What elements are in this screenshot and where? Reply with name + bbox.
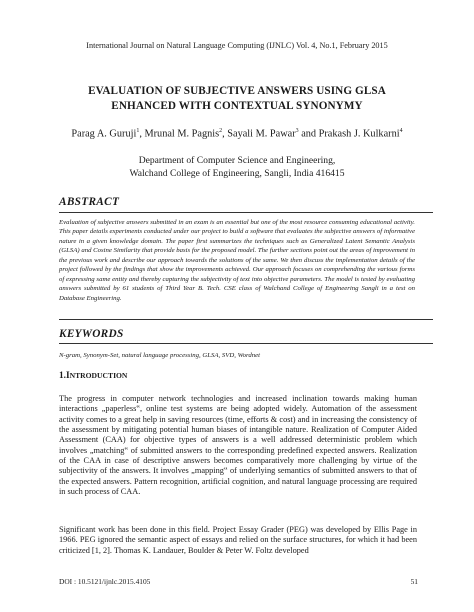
abstract-top-rule xyxy=(59,212,433,213)
abstract-bottom-rule xyxy=(59,319,433,320)
author-separator: and xyxy=(298,128,319,140)
footer-doi: DOI : 10.5121/ijnlc.2015.4105 xyxy=(59,577,151,586)
author-separator: , xyxy=(222,128,228,140)
title-line-1: EVALUATION OF SUBJECTIVE ANSWERS USING GLSA xyxy=(88,85,386,97)
author-list xyxy=(20,128,454,139)
page-number: 51 xyxy=(410,577,418,586)
introduction-heading xyxy=(59,371,127,381)
section-title-rest: NTRODUCTION xyxy=(69,371,128,380)
abstract-text: Evaluation of subjective answers submitted in an exam is an essential but one of the most resource consuming educational activity. This paper details experiments conducted under our project to build a software that evaluates the subjective answers of informative nature in a given knowledge domain. The paper first summarizes the techniques such as Generalized Latent Semantic Analysis (GLSA) and Cosine Similarity that provide basis for the proposed model. The further sections point out the areas of improvement in the previous work and describe our approach towards the solutions of the same. We then discuss the implementation details of the project followed by the findings that show the improvements achieved. Our approach focuses on comprehending the various forms of expressing same entity and thereby capturing the subjectivity of text into objective parameters. The model is tested by evaluating answers submitted by 61 students of Third Year B. Tech. CSE class of Walchand College of Engineering Sangli in a test on Database Engineering. xyxy=(59,219,415,302)
intro-paragraph-1: The progress in computer network technologies and increased inclination towards making human interactions „paperless‟, online test systems are being adopted widely. Automation of the assessment activity comes to a great help in saving resources (time, efforts & cost) and in increasing the consistency of the assessment by mitigating potential human biases of intangible nature. Realization of Computer Aided Assessment (CAA) for objective types of answers is a well addressed deterministic problem which involves „matching‟ of submitted answers to the corresponding predefined expected answers. Realization of the CAA in case of descriptive answers becomes comparatively more challenging by virtue of the subjectivity of the answers. It involves „mapping‟ of underlying semantics of submitted answers to that of the expected answers. Pattern recognition, artificial cognition, and natural language processing are required in such process of CAA. xyxy=(59,394,417,497)
author-name: Sayali M. Pawar xyxy=(227,128,296,140)
author-separator: , xyxy=(139,128,145,140)
author-name: Parag A. Guruji xyxy=(71,128,137,140)
author-name: Mrunal M. Pagnis xyxy=(144,128,220,140)
author-name: Prakash J. Kulkarni xyxy=(318,128,400,140)
author-affil-mark: 3 xyxy=(295,128,299,134)
keywords-heading: KEYWORDS xyxy=(59,328,124,340)
keywords-text: N-gram, Synonym-Set, natural language processing, GLSA, SVD, Wordnet xyxy=(59,352,260,359)
section-number: 1. xyxy=(59,371,66,381)
section-initial: I xyxy=(65,371,70,381)
affiliation xyxy=(40,155,434,180)
affiliation-line-2: Walchand College of Engineering, Sangli, India 416415 xyxy=(129,167,345,179)
author-affil-mark: 4 xyxy=(399,128,403,134)
journal-header: International Journal on Natural Language Computing (IJNLC) Vol. 4, No.1, February 2015 xyxy=(86,41,388,50)
affiliation-line-1: Department of Computer Science and Engineering, xyxy=(138,155,336,166)
author-affil-mark: 1 xyxy=(136,128,140,134)
keywords-rule xyxy=(59,343,433,344)
paper-title xyxy=(40,84,434,114)
abstract-heading: ABSTRACT xyxy=(59,196,120,208)
intro-paragraph-2: Significant work has been done in this field. Project Essay Grader (PEG) was developed by Ellis Page in 1966. PEG ignored the semantic aspect of essays and relied on the surface structures, for which it had been criticized [1, 2]. Thomas K. Landauer, Boulder & Peter W. Foltz developed xyxy=(59,525,417,555)
title-line-2: ENHANCED WITH CONTEXTUAL SYNONYMY xyxy=(111,100,363,112)
author-affil-mark: 2 xyxy=(219,128,223,134)
